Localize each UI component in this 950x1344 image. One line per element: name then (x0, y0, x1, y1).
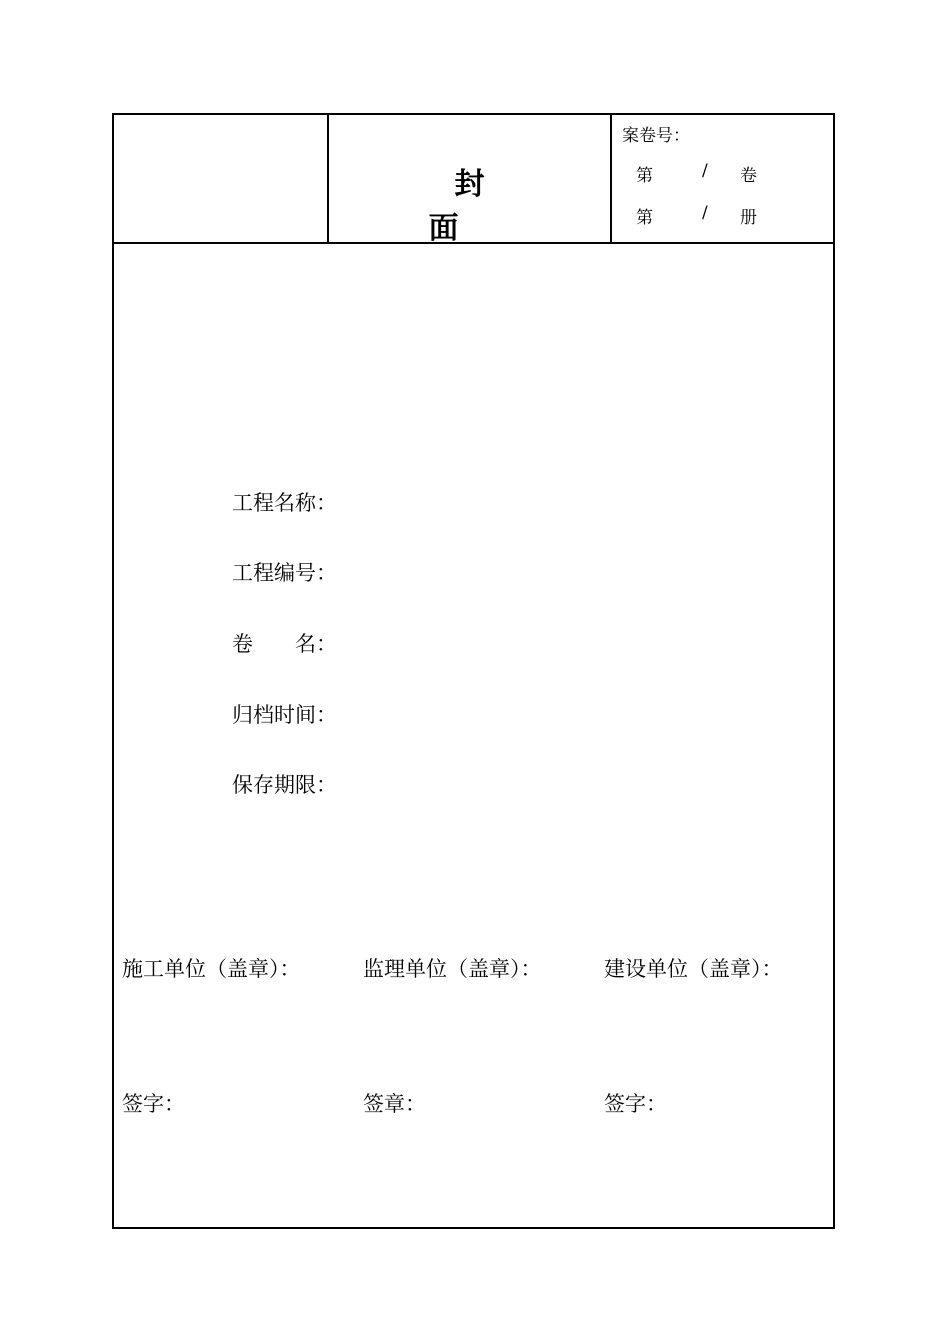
cover-frame (112, 113, 835, 1229)
booklet-slash: / (702, 203, 708, 223)
header-blank-cell (114, 115, 329, 242)
project-number-label: 工程编号： (232, 561, 337, 585)
header-archive-cell (612, 115, 833, 242)
volume-suffix: 卷 (740, 166, 757, 186)
cover-header (114, 115, 833, 244)
supervision-signature-label: 签章： (363, 1092, 426, 1116)
supervision-unit-label: 监理单位（盖章）： (363, 957, 542, 981)
header-title-cell (329, 115, 619, 246)
construction-unit-label: 施工单位（盖章）： (122, 957, 301, 981)
volume-prefix: 第 (636, 166, 653, 186)
volume-slash: / (702, 161, 708, 181)
booklet-prefix: 第 (636, 208, 653, 228)
owner-signature-label: 签字： (604, 1092, 667, 1116)
archive-time-label: 归档时间： (232, 703, 337, 727)
booklet-suffix: 册 (740, 208, 757, 228)
cover-title: 封 面 (428, 167, 619, 246)
construction-signature-label: 签字： (122, 1092, 185, 1116)
retention-period-label: 保存期限： (232, 773, 337, 797)
project-name-label: 工程名称： (232, 491, 337, 515)
volume-name-label: 卷 名： (232, 632, 337, 656)
archive-number-label: 案卷号： (622, 126, 690, 146)
owner-unit-label: 建设单位（盖章）： (604, 957, 783, 981)
